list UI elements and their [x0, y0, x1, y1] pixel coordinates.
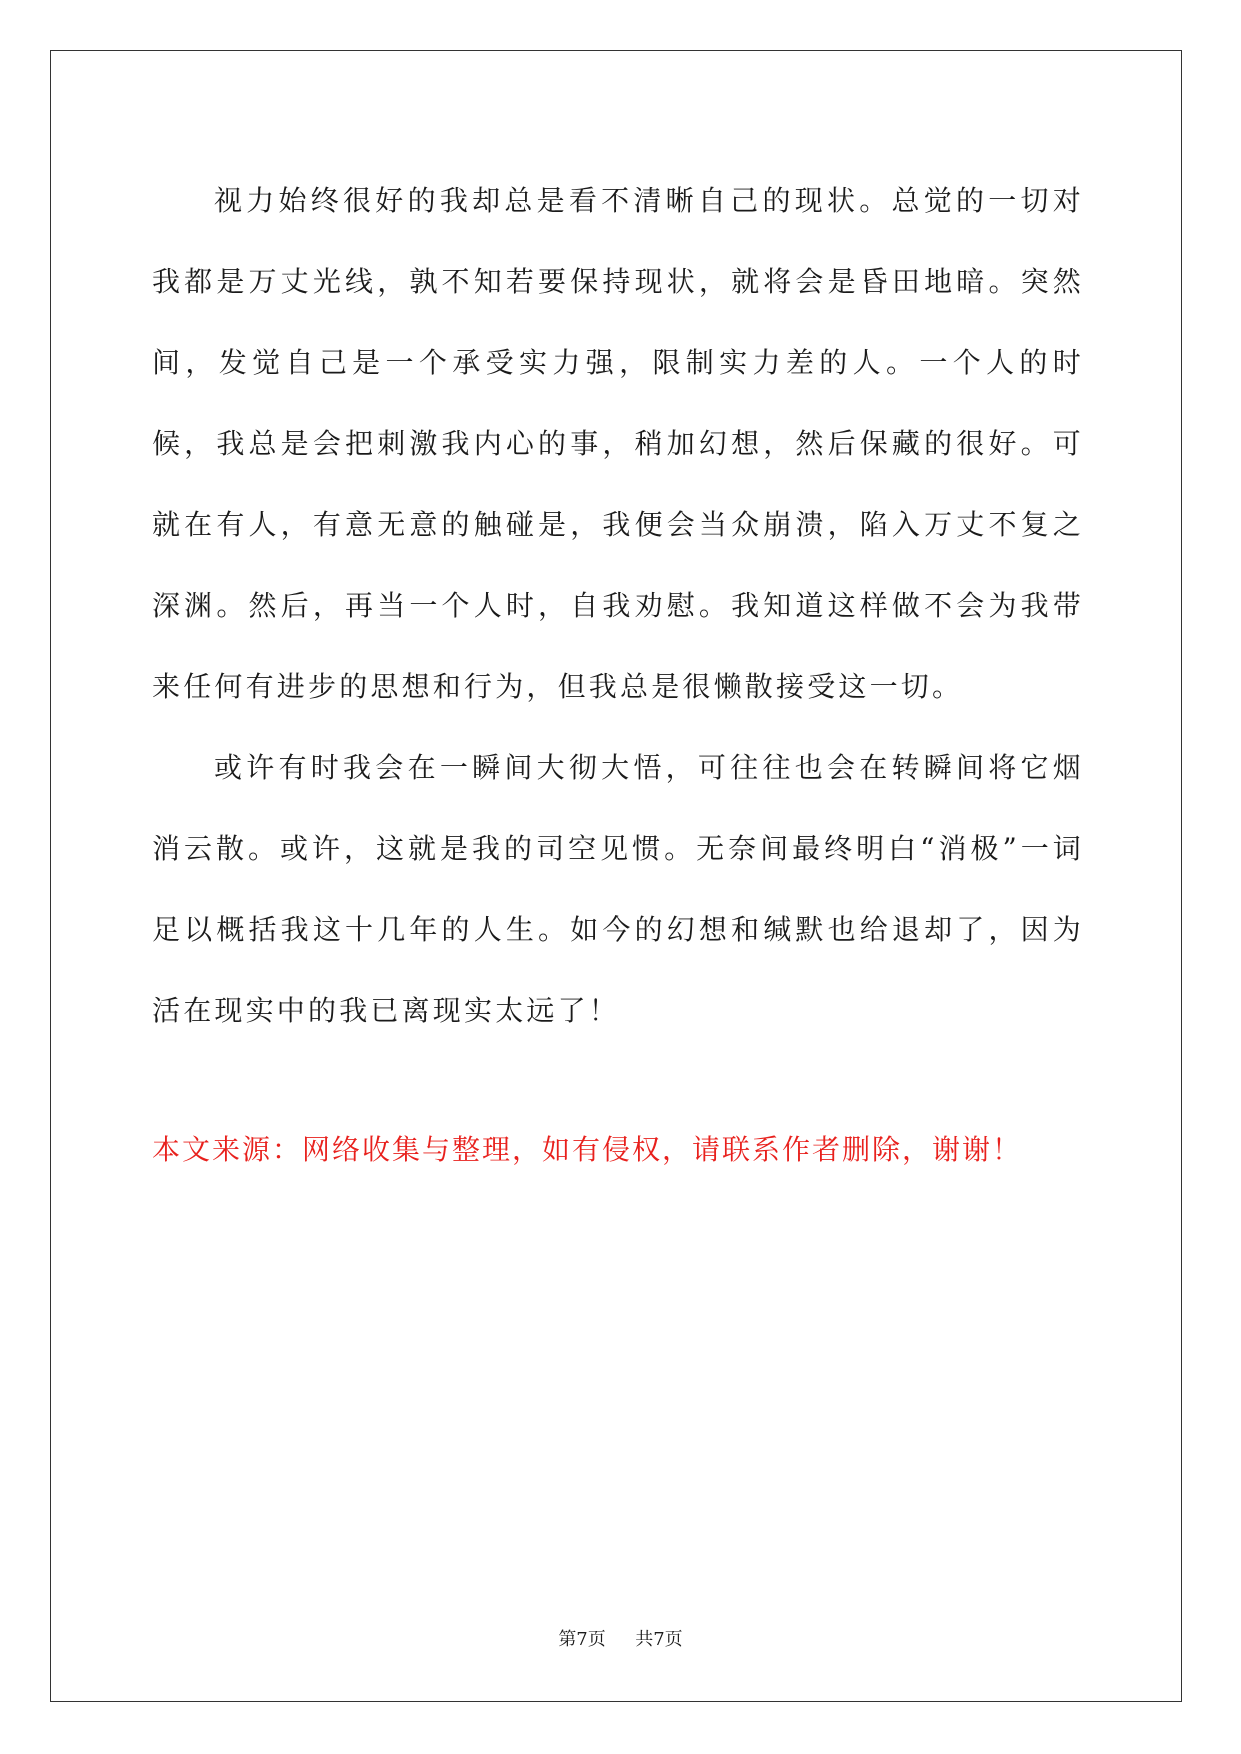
page-number-current: 第7页 [558, 1629, 606, 1650]
source-note: 本文来源：网络收集与整理，如有侵权，请联系作者删除，谢谢！ [152, 1133, 1023, 1166]
paragraph-1: 视力始终很好的我却总是看不清晰自己的现状。总觉的一切对我都是万丈光线，孰不知若要保持现状，就将会是昏田地暗。突然间，发觉自己是一个承受实力强，限制实力差的人。一个人的时候，我总是会把刺激我内心的事，稍加幻想，然后保藏的很好。可就在有人，有意无意的触碰是，我便会当众崩溃，陷入万丈不复之深渊。然后，再当一个人时，自我劝慰。我知道这样做不会为我带来任何有进步的思想和行为，但我总是很懒散接受这一切。 [152, 184, 1084, 703]
paragraph-2: 或许有时我会在一瞬间大彻大悟，可往往也会在转瞬间将它烟消云散。或许，这就是我的司空见惯。无奈间最终明白“消极”一词足以概括我这十几年的人生。如今的幻想和缄默也给退却了，因为活在现实中的我已离现实太远了！ [152, 751, 1084, 1027]
page-footer [0, 1628, 1241, 1652]
page-number-total: 共7页 [635, 1629, 683, 1650]
document-body [152, 160, 1084, 1051]
